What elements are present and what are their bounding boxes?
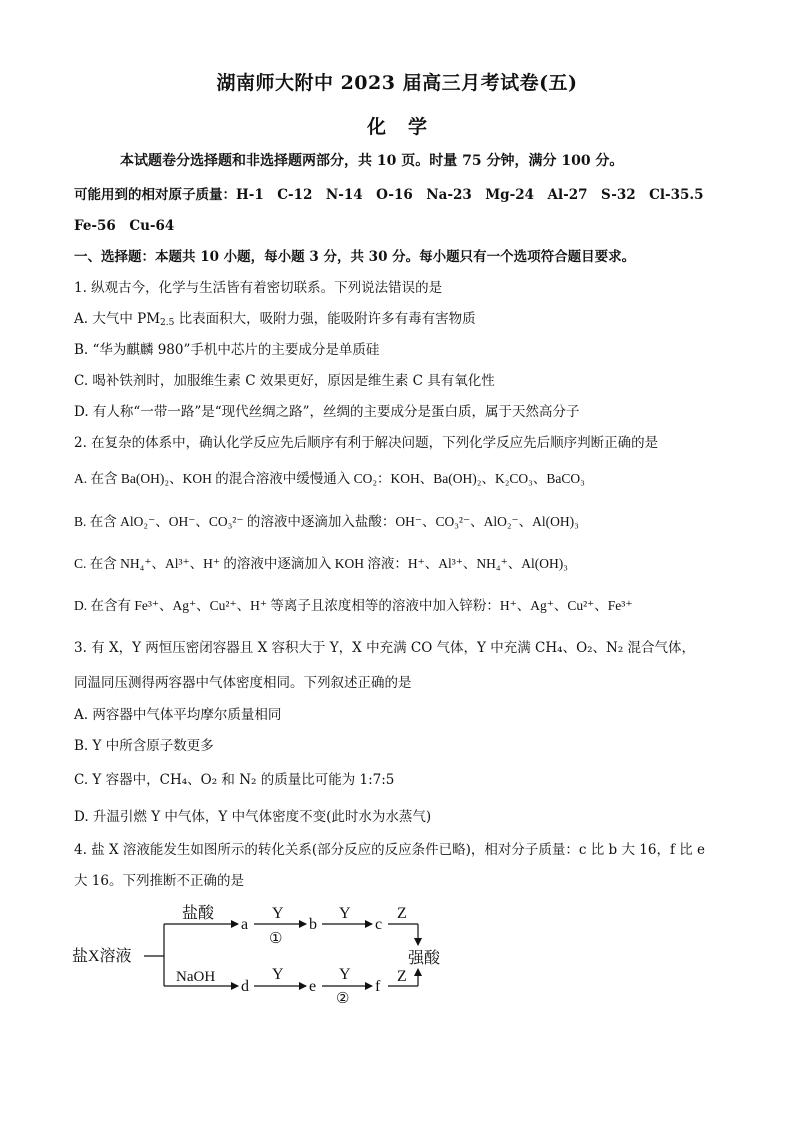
- q3-option-b: B. Y 中所含原子数更多: [74, 738, 214, 754]
- q1-stem: 1. 纵观古今，化学与生活皆有着密切联系。下列说法错误的是: [74, 280, 443, 296]
- q2-option-a: A. 在含 Ba(OH)₂、KOH 的混合溶液中缓慢通入 CO₂：KOH、Ba(OH)₂、K₂CO₃、BaCO₃: [74, 471, 585, 486]
- q2-option-d: D. 在含有 Fe³⁺、Ag⁺、Cu²⁺、H⁺ 等离子且浓度相等的溶液中加入锌粉：H⁺、Ag⁺、Cu²⁺、Fe³⁺: [74, 598, 633, 613]
- mark-2: ②: [336, 991, 350, 1003]
- node-e: e: [309, 978, 317, 995]
- q3-option-c: C. Y 容器中，CH₄、O₂ 和 N₂ 的质量比可能为 1:7:5: [74, 772, 395, 788]
- node-b: b: [309, 916, 317, 933]
- mark-1: ①: [269, 931, 283, 947]
- subject-title: 化学: [366, 116, 449, 138]
- q3-option-a: A. 两容器中气体平均摩尔质量相同: [74, 707, 282, 723]
- reagent-hcl: 盐酸: [182, 905, 215, 922]
- page-title: 湖南师大附中 2023 届高三月考试卷(五): [216, 72, 578, 94]
- q3-stem-line1: 3. 有 X，Y 两恒压密闭容器且 X 容积大于 Y，X 中充满 CO 气体，Y 中充满 CH₄、O₂、N₂ 混合气体，: [74, 640, 696, 656]
- node-c: c: [375, 916, 383, 933]
- q2-option-c: C. 在含 NH₄⁺、Al³⁺、H⁺ 的溶液中逐滴加入 KOH 溶液：H⁺、Al³⁺、NH₄⁺、Al(OH)₃: [74, 556, 568, 571]
- q4-stem-line1: 4. 盐 X 溶液能发生如图所示的转化关系(部分反应的反应条件已略)，相对分子质量：c 比 b 大 16，f 比 e: [74, 842, 706, 858]
- q1-option-d: D. 有人称“一带一路”是“现代丝绸之路”，丝绸的主要成分是蛋白质，属于天然高分子: [74, 404, 580, 420]
- reagent-z-2: Z: [397, 968, 407, 985]
- q2-stem: 2. 在复杂的体系中，确认化学反应先后顺序有利于解决问题，下列化学反应先后顺序判断正确的是: [74, 435, 659, 451]
- reagent-y-1: Y: [272, 905, 284, 922]
- reagent-z-1: Z: [397, 905, 407, 922]
- q4-stem-line2: 大 16。下列推断不正确的是: [74, 873, 244, 889]
- node-d: d: [241, 978, 249, 995]
- q3-stem-line2: 同温同压测得两容器中气体密度相同。下列叙述正确的是: [74, 675, 412, 691]
- reagent-naoh: NaOH: [176, 969, 216, 985]
- product-strong-acid: 强酸: [408, 950, 441, 967]
- reagent-y-3: Y: [272, 966, 284, 983]
- conversion-diagram: [70, 893, 490, 1003]
- q1-option-b: B. “华为麒麟 980”手机中芯片的主要成分是单质硅: [74, 342, 380, 358]
- exam-note: 本试题卷分选择题和非选择题两部分，共 10 页。时量 75 分钟，满分 100 分。: [120, 153, 624, 169]
- q3-option-d: D. 升温引燃 Y 中气体，Y 中气体密度不变(此时水为水蒸气): [74, 809, 432, 825]
- node-f: f: [375, 978, 381, 995]
- reagent-y-2: Y: [339, 905, 351, 922]
- q2-option-b: B. 在含 AlO₂⁻、OH⁻、CO₃²⁻ 的溶液中逐滴加入盐酸：OH⁻、CO₃²⁻、AlO₂⁻、Al(OH)₃: [74, 514, 579, 529]
- q1-option-a: A. 大气中 $PM_{2.5}$ 比表面积大，吸附力强，能吸附许多有毒有害物质: [74, 311, 476, 328]
- section-heading: 一、选择题：本题共 10 小题，每小题 3 分，共 30 分。每小题只有一个选项符合题目要求。: [74, 249, 636, 265]
- atomic-masses-line2: Fe-56 Cu-64: [74, 218, 175, 234]
- node-a: a: [241, 916, 249, 933]
- reagent-y-4: Y: [339, 966, 351, 983]
- start-label: 盐X溶液: [72, 948, 132, 965]
- atomic-masses-line1: 可能用到的相对原子质量：H-1 C-12 N-14 O-16 Na-23 Mg-24 Al-27 S-32 Cl-35.5: [74, 187, 704, 203]
- q1-option-c: C. 喝补铁剂时，加服维生素 C 效果更好，原因是维生素 C 具有氧化性: [74, 373, 495, 389]
